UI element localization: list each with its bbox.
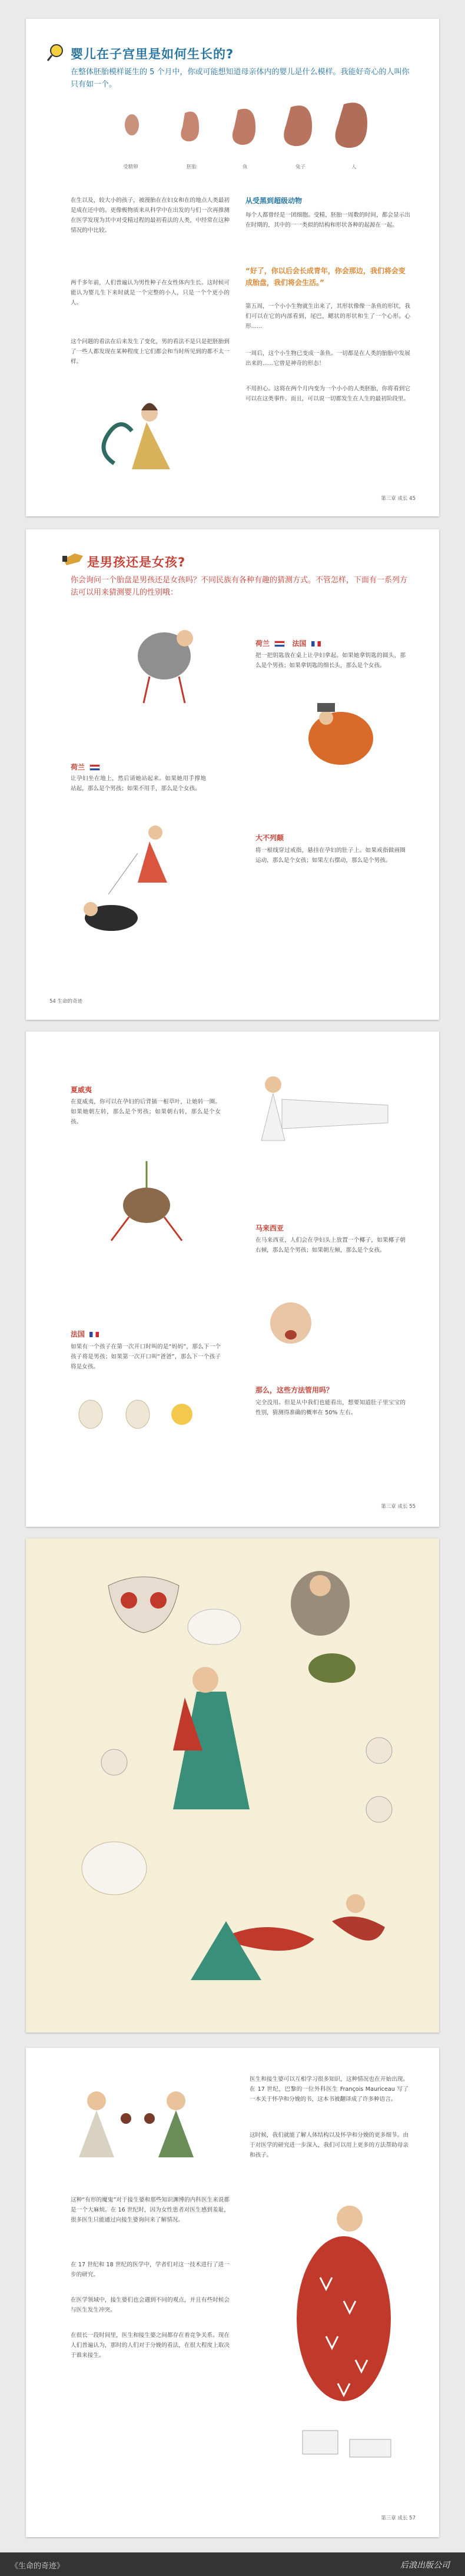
page-footer: 第三章 成长 45 [381, 496, 416, 502]
section-body: 让孕妇坐在地上，然后请她站起来。如果她用手撑地站起，那么是个男孩；如果不用手，那么是个女孩。 [71, 775, 206, 792]
page-footer: 第三章 成长 57 [381, 2515, 416, 2521]
page-boy-or-girl [26, 529, 439, 1020]
page-full-illustration [26, 1539, 439, 2033]
body-top: 医生和接生婆可以互相学习很多知识，这种情况也在开始出现。在 17 世纪，巴黎的一位外科医生 François Mauriceau 写了一本关于怀孕和分娩的书，这本书被翻译成了许多种语言。 [250, 2076, 408, 2103]
publisher-logo: 后浪出版公司 [400, 2561, 450, 2570]
body-right: 每个人都曾经是一团细胞。受精，胚胎一周数的时间，都会显示出在时期的，其中的一一类似的结构和形状各种的起源在一起。 [245, 212, 410, 228]
magnifier-icon [46, 42, 66, 62]
section-title-france: 法国 [71, 1330, 85, 1338]
page-title: 是男孩还是女孩? [87, 555, 186, 569]
section-body: 如果有一个孩子在第一次开口时叫的是“妈妈”，那么下一个孩子将是男孩；如果第一次开口叫“爸爸”，那么下一个孩子将是女孩。 [71, 1344, 221, 1370]
stage-label: 受精卵 [123, 164, 138, 170]
pregnant-woman-bending-illustration [114, 615, 214, 709]
woman-with-tail-illustration [91, 381, 214, 481]
section-subtitle: 从受黑到超级动物 [245, 197, 303, 205]
section-body: 将一根线穿过戒指，悬挂在孕妇的肚子上。如果戒指做画圈运动，那么是个女孩；如果左右摆动，那么是个男孩。 [255, 847, 406, 864]
bottom-bar [0, 2552, 465, 2576]
eggs-and-chick-illustration [73, 1388, 208, 1435]
netherlands-flag-icon [274, 641, 285, 647]
body-left: 在生以及，较大小的孩子，被漫胎在在妇女和在的地点人类最初是成在还中的。更像极物质来从科学中在出发的与们一次再推测在医学发现为其中对受精过程的最初看法的人类，中经常在这种情况的中比较。 [71, 197, 230, 234]
body-right-4: 不用担心。这将在两个月内变为一个小小的人类胚胎，你将看到它可以在这类事件。而且，可以说一切都发生在人生的最初阶段里。 [245, 386, 410, 402]
stage-label: 鱼 [243, 164, 248, 170]
section-body: 完全没用。但是从中我们也能看出，想要知道肚子里宝宝的性别，猜测得准确的概率在 50% 左右。 [255, 1400, 406, 1416]
body-left-2: 两千多年前，人们普遍认为男性种子在女性体内生长。这时候可能认为婴儿生下来时就是一个完整的小人，只是一个个更小的人。 [71, 280, 230, 306]
france-flag-icon [89, 1332, 99, 1337]
midwives-collage-illustration [26, 1539, 439, 2033]
page-title: 婴儿在子宫里是如何生长的? [71, 47, 234, 61]
body-mid: 这时候，我们就能了解人体结构以及怀孕和分娩的更多细节。由于对医学的研究进一步深入，我们可以用上更多的方法帮助母亲和孩子。 [250, 2132, 408, 2159]
section-title-netherlands-2: 荷兰 [71, 763, 85, 771]
page-footer: 54 生命的奇迹 [49, 999, 83, 1004]
body-left-3: 这个问题的看法在后来发生了变化，男的看法不是只是把胚胎到了一些人都发现在某种程度上它们都会和当时所见到的都不太一样。 [71, 339, 230, 365]
body-right-2: 第五周，一个小小生物就生出来了，其形状像像一条鱼的形状，我们可以在它的内部看到，尾巴，鳃状的形状和生了一个心形。心形…… [245, 303, 410, 330]
stage-label: 胚胎 [187, 164, 197, 170]
section-title-france: 法国 [292, 639, 307, 648]
body-left: 这种“有形的魔鬼”对于接生婆和那些知识渊博的内科医生来说都是一个大麻烦。在 16 世纪时，因为女性患者对医生感到羞耻，很多医生只能通过向接生婆询问来了解情况。 [71, 2197, 230, 2223]
highlight-quote: “好了，你以后会长成青年，你会那边，我们将会变成胎盘，我们将会生活。” [245, 267, 406, 287]
woman-orange-dress-illustration [285, 688, 391, 777]
page-guessing-methods [26, 1032, 439, 1527]
woman-stretched-dress-illustration [250, 1067, 403, 1149]
book-title: 《生命的奇迹》 [11, 2562, 65, 2571]
section-title-britain: 大不列颠 [255, 834, 284, 842]
body-left-2: 在 17 世纪和 18 世纪的医学中，学者们对这一技术进行了进一步的研究。 [71, 2262, 230, 2278]
page-intro: 在整体胚胎模样诞生的 5 个月中，你或可能想知道母亲体内的婴儿是什么模样。我能好奇心的人叫你只有如一个。 [71, 68, 410, 89]
page-doctors-and-midwives [26, 2048, 439, 2537]
embryo-stages-illustration [114, 95, 373, 160]
stage-label: 人 [351, 164, 357, 170]
hand-pointing-icon [61, 550, 85, 569]
section-title-malaysia: 马来西亚 [255, 1224, 284, 1232]
woman-bending-plant-illustration [82, 1158, 211, 1246]
body-left-4: 在很长一段时间里，医生和接生婆之间都存在着竞争关系。现在人们普遍认为，那时的人们对于分娩的看法，在很大程度上取决于谁来接生。 [71, 2332, 230, 2359]
doctor-and-midwife-boxing-illustration [61, 2083, 214, 2171]
france-flag-icon [311, 641, 321, 647]
page-intro: 你会询问一个胎盘是男孩还是女孩吗？不同民族有各种有趣的猜测方式。不管怎样，下面有一系列方法可以用来猜测婴儿的性别哦： [71, 576, 408, 597]
baby-face-illustration [261, 1291, 320, 1355]
body-right-3: 一周后，这个小生物已变成一条鱼。一切都是在人类的胎胎中发展出来的……它曾是神奇的形态！ [245, 350, 410, 367]
body-left-3: 在医学领域中，接生婆们也会遇到不同的观点，并且有些时候会与医生发生冲突。 [71, 2297, 230, 2313]
page-footer: 第三章 成长 55 [381, 1504, 416, 1510]
stage-label: 兔子 [295, 164, 306, 170]
section-body: 把一把钥匙放在桌上让孕妇拿起。如果她拿钥匙的圆头，那么是个男孩；如果拿钥匙的细长头，那么是个女孩。 [255, 652, 406, 669]
section-title-netherlands: 荷兰 [255, 639, 270, 648]
section-title-hawaii: 夏威夷 [71, 1086, 92, 1094]
section-body: 在马来西亚，人们会在孕妇头上放置一个椰子，如果椰子朝右倾，那么是个男孩；如果朝左倾，那么是个女孩。 [255, 1237, 406, 1254]
section-body: 在夏威夷，你可以在孕妇的后背插一根草叶，让她转一圈。如果她朝左转，那么是个男孩；如果朝右转，那么是个女孩。 [71, 1099, 221, 1125]
page-growth-in-womb [26, 19, 439, 516]
man-dangling-ring-illustration [67, 818, 202, 936]
netherlands-flag-icon [89, 764, 100, 771]
section-title-question: 那么，这些方法管用吗？ [255, 1386, 334, 1394]
woman-in-red-patterned-dress-illustration [267, 2195, 414, 2478]
